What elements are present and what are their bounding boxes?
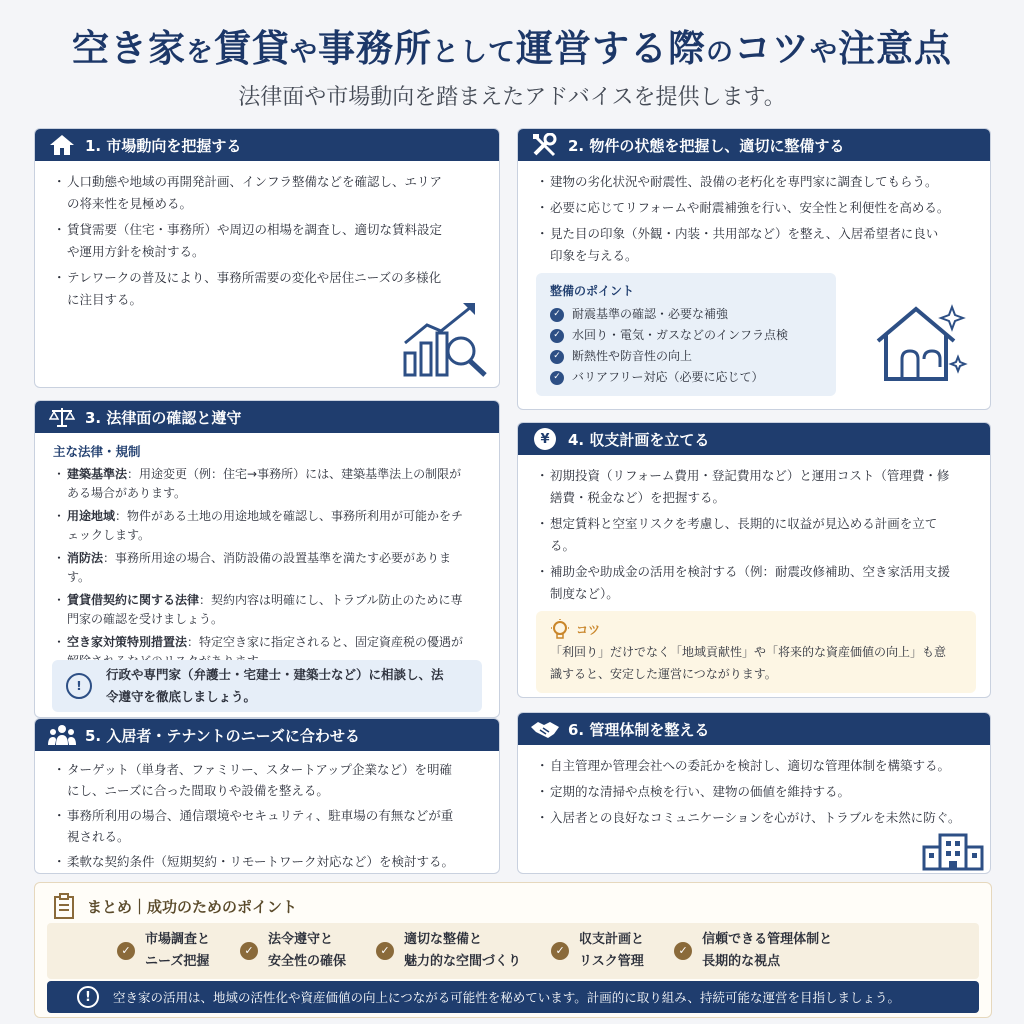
tools-icon xyxy=(530,133,560,157)
summary-points xyxy=(47,923,979,979)
list-item: ・ 建築基準法：用途変更（例：住宅→事務所）には、建築基準法上の制限がある場合があります。 xyxy=(53,465,473,503)
people-icon xyxy=(47,724,77,746)
section-finance xyxy=(517,422,991,698)
section-property xyxy=(517,128,991,410)
list-item: ・ 賃貸需要（住宅・事務所）や周辺の相場を調査し、適切な賃料設定や運用方針を検討する。 xyxy=(53,219,453,263)
list-item: ・ テレワークの普及により、事務所需要の変化や居住ニーズの多様化に注目する。 xyxy=(53,267,453,311)
page-title: 空き家を賃貸や事務所として運営する際のコツや注意点 xyxy=(72,27,952,70)
building-icon xyxy=(920,831,986,871)
house-icon xyxy=(47,134,77,156)
check-item: ✓ 断熱性や防音性の向上 xyxy=(550,346,822,367)
check-icon: ✓ xyxy=(376,942,394,960)
section-tenant-header: 5. 入居者・テナントのニーズに合わせる xyxy=(35,719,499,751)
growth-chart-icon xyxy=(401,299,491,379)
summary-point: ✓ 適切な整備と 魅力的な空間づくり xyxy=(376,929,521,973)
summary-footer: ! 空き家の活用は、地域の活性化や資産価値の向上につながる可能性を秘めています。計画的に取り組み、持続可能な運営を目指しましょう。 xyxy=(47,981,979,1013)
clipboard-icon xyxy=(53,893,75,919)
sparkle-house-icon xyxy=(870,301,970,385)
list-item: ・ 自主管理か管理会社への委託かを検討し、適切な管理体制を構築する。 xyxy=(536,755,976,777)
section-legal-header: 3. 法律面の確認と遵守 xyxy=(35,401,499,433)
lightbulb-icon xyxy=(550,619,570,641)
check-icon: ✓ xyxy=(550,329,564,343)
list-item: ・ ターゲット（単身者、ファミリー、スタートアップ企業など）を明確にし、ニーズに合った間取りや設備を整える。 xyxy=(53,759,463,801)
check-item: ✓ 水回り・電気・ガスなどのインフラ点検 xyxy=(550,325,822,346)
section-finance-header: ¥ 4. 収支計画を立てる xyxy=(518,423,990,455)
info-icon: ! xyxy=(66,673,92,699)
page-subtitle: 法律面や市場動向を踏まえたアドバイスを提供します。 xyxy=(238,85,786,110)
yen-icon: ¥ xyxy=(530,428,560,450)
check-icon: ✓ xyxy=(117,942,135,960)
section-property-header: 2. 物件の状態を把握し、適切に整備する xyxy=(518,129,990,161)
check-icon: ✓ xyxy=(550,308,564,322)
list-item: ・ 事務所利用の場合、通信環境やセキュリティ、駐車場の有無などが重視される。 xyxy=(53,805,463,847)
list-item: ・ 初期投資（リフォーム費用・登記費用など）と運用コスト（管理費・修繕費・税金など）を把握する。 xyxy=(536,465,956,509)
list-item: ・ 用途地域：物件がある土地の用途地域を確認し、事務所利用が可能かをチェックします。 xyxy=(53,507,473,545)
section-tenant xyxy=(34,718,500,874)
check-icon: ✓ xyxy=(674,942,692,960)
list-item: ・ 入居者との良好なコミュニケーションを心がけ、トラブルを未然に防ぐ。 xyxy=(536,807,976,829)
exclamation-icon: ! xyxy=(77,986,99,1008)
list-item: ・ 建物の劣化状況や耐震性、設備の老朽化を専門家に調査してもらう。 xyxy=(536,171,976,193)
section-legal: 3. 法律面の確認と遵守 主な法律・規制 ・ 建築基準法：用途変更（例：住宅→事務所）には、建築基準法上の制限がある場合があります。 ・ 用途地域：物件がある土地の用途地域を確認し、事務所利用が可能かをチェックします。 ・ 消防法：事務所用途の場合、消防設備の設置基準を満たす必要があります。 ・ 賃貸借契約に関する法律：契約内容は明確にし、トラブル防止のために専門家の確認を受けましょう。 ・ 空き家対策特別措置法：特定空き家に指定されると、固定資産税の優遇が xyxy=(34,400,500,718)
check-item: ✓ 耐震基準の確認・必要な補強 xyxy=(550,304,822,325)
legal-notice: ! 行政や専門家（弁護士・宅建士・建築士など）に相談し、法令遵守を徹底しましょう。 xyxy=(52,660,482,712)
tip-box: コツ 「利回り」だけでなく「地域貢献性」や「将来的な資産価値の向上」も意識すると、安定した運営につながります。 xyxy=(536,611,976,693)
points-box: 整備のポイント ✓ 耐震基準の確認・必要な補強 ✓ 水回り・電気・ガスなどのインフラ点検 ✓ 断熱性や防音性の向上 ✓ バリアフリー対応（必要に応じて） xyxy=(536,273,836,396)
check-icon: ✓ xyxy=(551,942,569,960)
check-item: ✓ バリアフリー対応（必要に応じて） xyxy=(550,367,822,388)
summary-point: ✓ 法令遵守と 安全性の確保 xyxy=(240,929,346,973)
summary-point: ✓ 収支計画と リスク管理 xyxy=(551,929,644,973)
list-item: ・ 賃貸借契約に関する法律：契約内容は明確にし、トラブル防止のために専門家の確認を受けましょう。 xyxy=(53,591,473,629)
list-item: ・ 柔軟な契約条件（短期契約・リモートワーク対応など）を検討する。 xyxy=(53,851,463,872)
section-market-header: 1. 市場動向を把握する xyxy=(35,129,499,161)
summary-header: まとめ｜成功のためのポイント xyxy=(53,893,297,919)
list-item: ・ 補助金や助成金の活用を検討する（例：耐震改修補助、空き家活用支援制度など）。 xyxy=(536,561,956,605)
list-item: ・ 定期的な清掃や点検を行い、建物の価値を維持する。 xyxy=(536,781,976,803)
list-item: ・ 必要に応じてリフォームや耐震補強を行い、安全性と利便性を高める。 xyxy=(536,197,976,219)
list-item: ・ 人口動態や地域の再開発計画、インフラ整備などを確認し、エリアの将来性を見極める。 xyxy=(53,171,453,215)
check-icon: ✓ xyxy=(240,942,258,960)
summary-point: ✓ 信頼できる管理体制と 長期的な視点 xyxy=(674,929,832,973)
list-item: ・ 空き家対策特別措置法：特定空き家に指定されると、固定資産税の優遇が xyxy=(53,633,473,671)
section-market xyxy=(34,128,500,388)
list-item: ・ 消防法：事務所用途の場合、消防設備の設置基準を満たす必要があります。 xyxy=(53,549,473,587)
scales-icon xyxy=(47,406,77,428)
list-item: ・ 見た目の印象（外観・内装・共用部など）を整え、入居希望者に良い印象を与える。 xyxy=(536,223,946,267)
section-management-header: 6. 管理体制を整える xyxy=(518,713,990,745)
section-management xyxy=(517,712,991,874)
handshake-icon xyxy=(530,718,560,740)
summary-panel xyxy=(34,882,992,1018)
list-item: ・ 想定賃料と空室リスクを考慮し、長期的に収益が見込める計画を立てる。 xyxy=(536,513,956,557)
summary-point: ✓ 市場調査と ニーズ把握 xyxy=(117,929,210,973)
check-icon: ✓ xyxy=(550,371,564,385)
check-icon: ✓ xyxy=(550,350,564,364)
